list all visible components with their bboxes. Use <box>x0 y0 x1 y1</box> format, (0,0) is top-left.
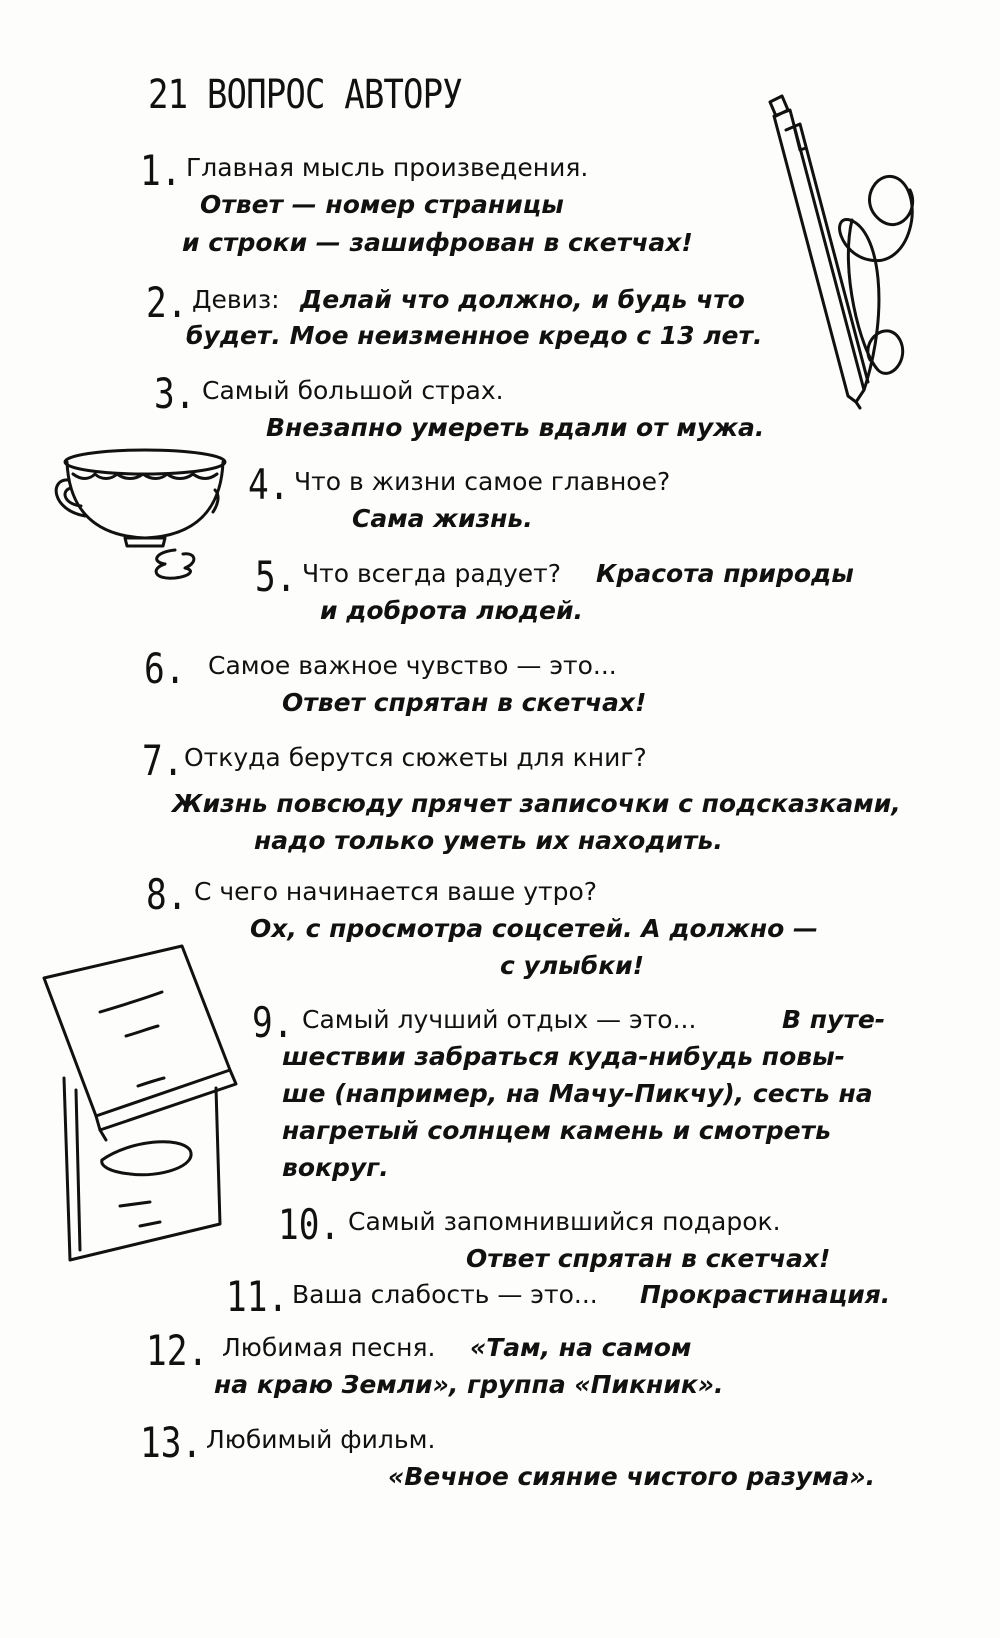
answer-text: Ответ спрятан в скетчах! <box>466 1244 831 1273</box>
question-text: Откуда берутся сюжеты для книг? <box>184 743 647 772</box>
question-text: Самый запомнившийся подарок. <box>348 1207 781 1236</box>
item-number: 7. <box>142 736 184 785</box>
answer-text: будет. Мое неизменное кредо с 13 лет. <box>186 321 763 350</box>
item-number: 6. <box>144 644 186 693</box>
question-text: Любимая песня. <box>222 1333 436 1362</box>
item-number: 13. <box>140 1418 203 1467</box>
question-text: Главная мысль произведения. <box>186 153 589 182</box>
answer-text: Красота природы <box>596 559 854 588</box>
item-number: 10. <box>278 1200 341 1249</box>
answer-text: Внезапно умереть вдали от мужа. <box>266 413 765 442</box>
page-title: 21 ВОПРОС АВТОРУ <box>148 72 462 118</box>
answer-text: шествии забраться куда-нибудь повы- <box>282 1042 846 1071</box>
question-text: Что в жизни самое главное? <box>294 467 671 496</box>
question-text: Самый большой страх. <box>202 376 504 405</box>
answer-text: и доброта людей. <box>320 596 583 625</box>
answer-text: с улыбки! <box>500 951 645 980</box>
question-text: Что всегда радует? <box>302 559 561 588</box>
item-number: 12. <box>146 1326 209 1375</box>
answer-text: Ох, с просмотра соцсетей. А должно — <box>250 914 819 943</box>
answer-text: вокруг. <box>282 1153 389 1182</box>
answer-text: Прокрастинация. <box>640 1280 891 1309</box>
answer-text: ше (например, на Мачу-Пикчу), сесть на <box>282 1079 873 1108</box>
answer-text: на краю Земли», группа «Пикник». <box>214 1370 724 1399</box>
item-number: 4. <box>248 460 290 509</box>
teacup-icon <box>55 440 235 590</box>
answer-text: «Там, на самом <box>470 1333 692 1362</box>
question-text: Ваша слабость — это... <box>292 1280 598 1309</box>
item-number: 3. <box>154 369 196 418</box>
answer-text: «Вечное сияние чистого разума». <box>388 1462 876 1491</box>
item-number: 11. <box>226 1272 289 1321</box>
item-number: 9. <box>252 998 294 1047</box>
item-number: 5. <box>255 552 297 601</box>
book-icon <box>40 940 260 1270</box>
answer-text: В путе- <box>782 1005 886 1034</box>
answer-text: Сама жизнь. <box>352 504 533 533</box>
answer-text: и строки — зашифрован в скетчах! <box>182 228 693 257</box>
pen-icon <box>760 90 940 420</box>
question-text: С чего начинается ваше утро? <box>194 877 598 906</box>
question-text: Любимый фильм. <box>206 1425 436 1454</box>
answer-text: Ответ — номер страницы <box>200 190 564 219</box>
item-number: 2. <box>146 278 188 327</box>
answer-text: Ответ спрятан в скетчах! <box>282 688 647 717</box>
answer-text: нагретый солнцем камень и смотреть <box>282 1116 831 1145</box>
question-text: Самое важное чувство — это... <box>208 651 617 680</box>
answer-text: надо только уметь их находить. <box>254 826 723 855</box>
question-text: Девиз: <box>192 285 280 314</box>
answer-text: Жизнь повсюду прячет записочки с подсказками, <box>172 789 901 818</box>
item-number: 1. <box>140 146 182 195</box>
item-number: 8. <box>146 870 188 919</box>
question-text: Самый лучший отдых — это... <box>302 1005 697 1034</box>
answer-text: Делай что должно, и будь что <box>300 285 745 314</box>
